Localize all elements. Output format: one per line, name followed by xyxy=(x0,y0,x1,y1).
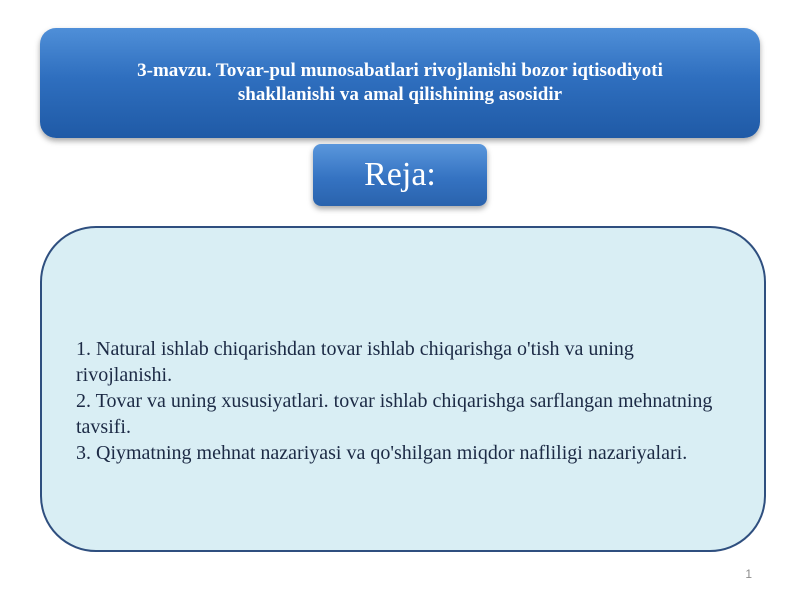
agenda-item-2: 2. Tovar va uning xususiyatlari. tovar ishlab chiqarishga sarflangan mehnatning tavsifi. xyxy=(76,390,713,438)
subtitle-banner xyxy=(313,144,487,206)
agenda-panel xyxy=(40,226,766,552)
agenda-list xyxy=(76,336,728,466)
page-number: 1 xyxy=(745,567,752,581)
title-banner xyxy=(40,28,760,138)
agenda-item-1: 1. Natural ishlab chiqarishdan tovar ishlab chiqarishga o'tish va uning rivojlanishi. xyxy=(76,338,634,386)
slide-title-line1: 3-mavzu. Tovar-pul munosabatlari rivojlanishi bozor iqtisodiyoti xyxy=(137,60,663,81)
agenda-item-3: 3. Qiymatning mehnat nazariyasi va qo'shilgan miqdor nafliligi nazariyalari. xyxy=(76,442,688,464)
slide-title xyxy=(137,59,663,107)
slide-title-line2: shakllanishi va amal qilishining asosidir xyxy=(237,84,563,105)
slide-subtitle: Reja: xyxy=(364,156,436,193)
